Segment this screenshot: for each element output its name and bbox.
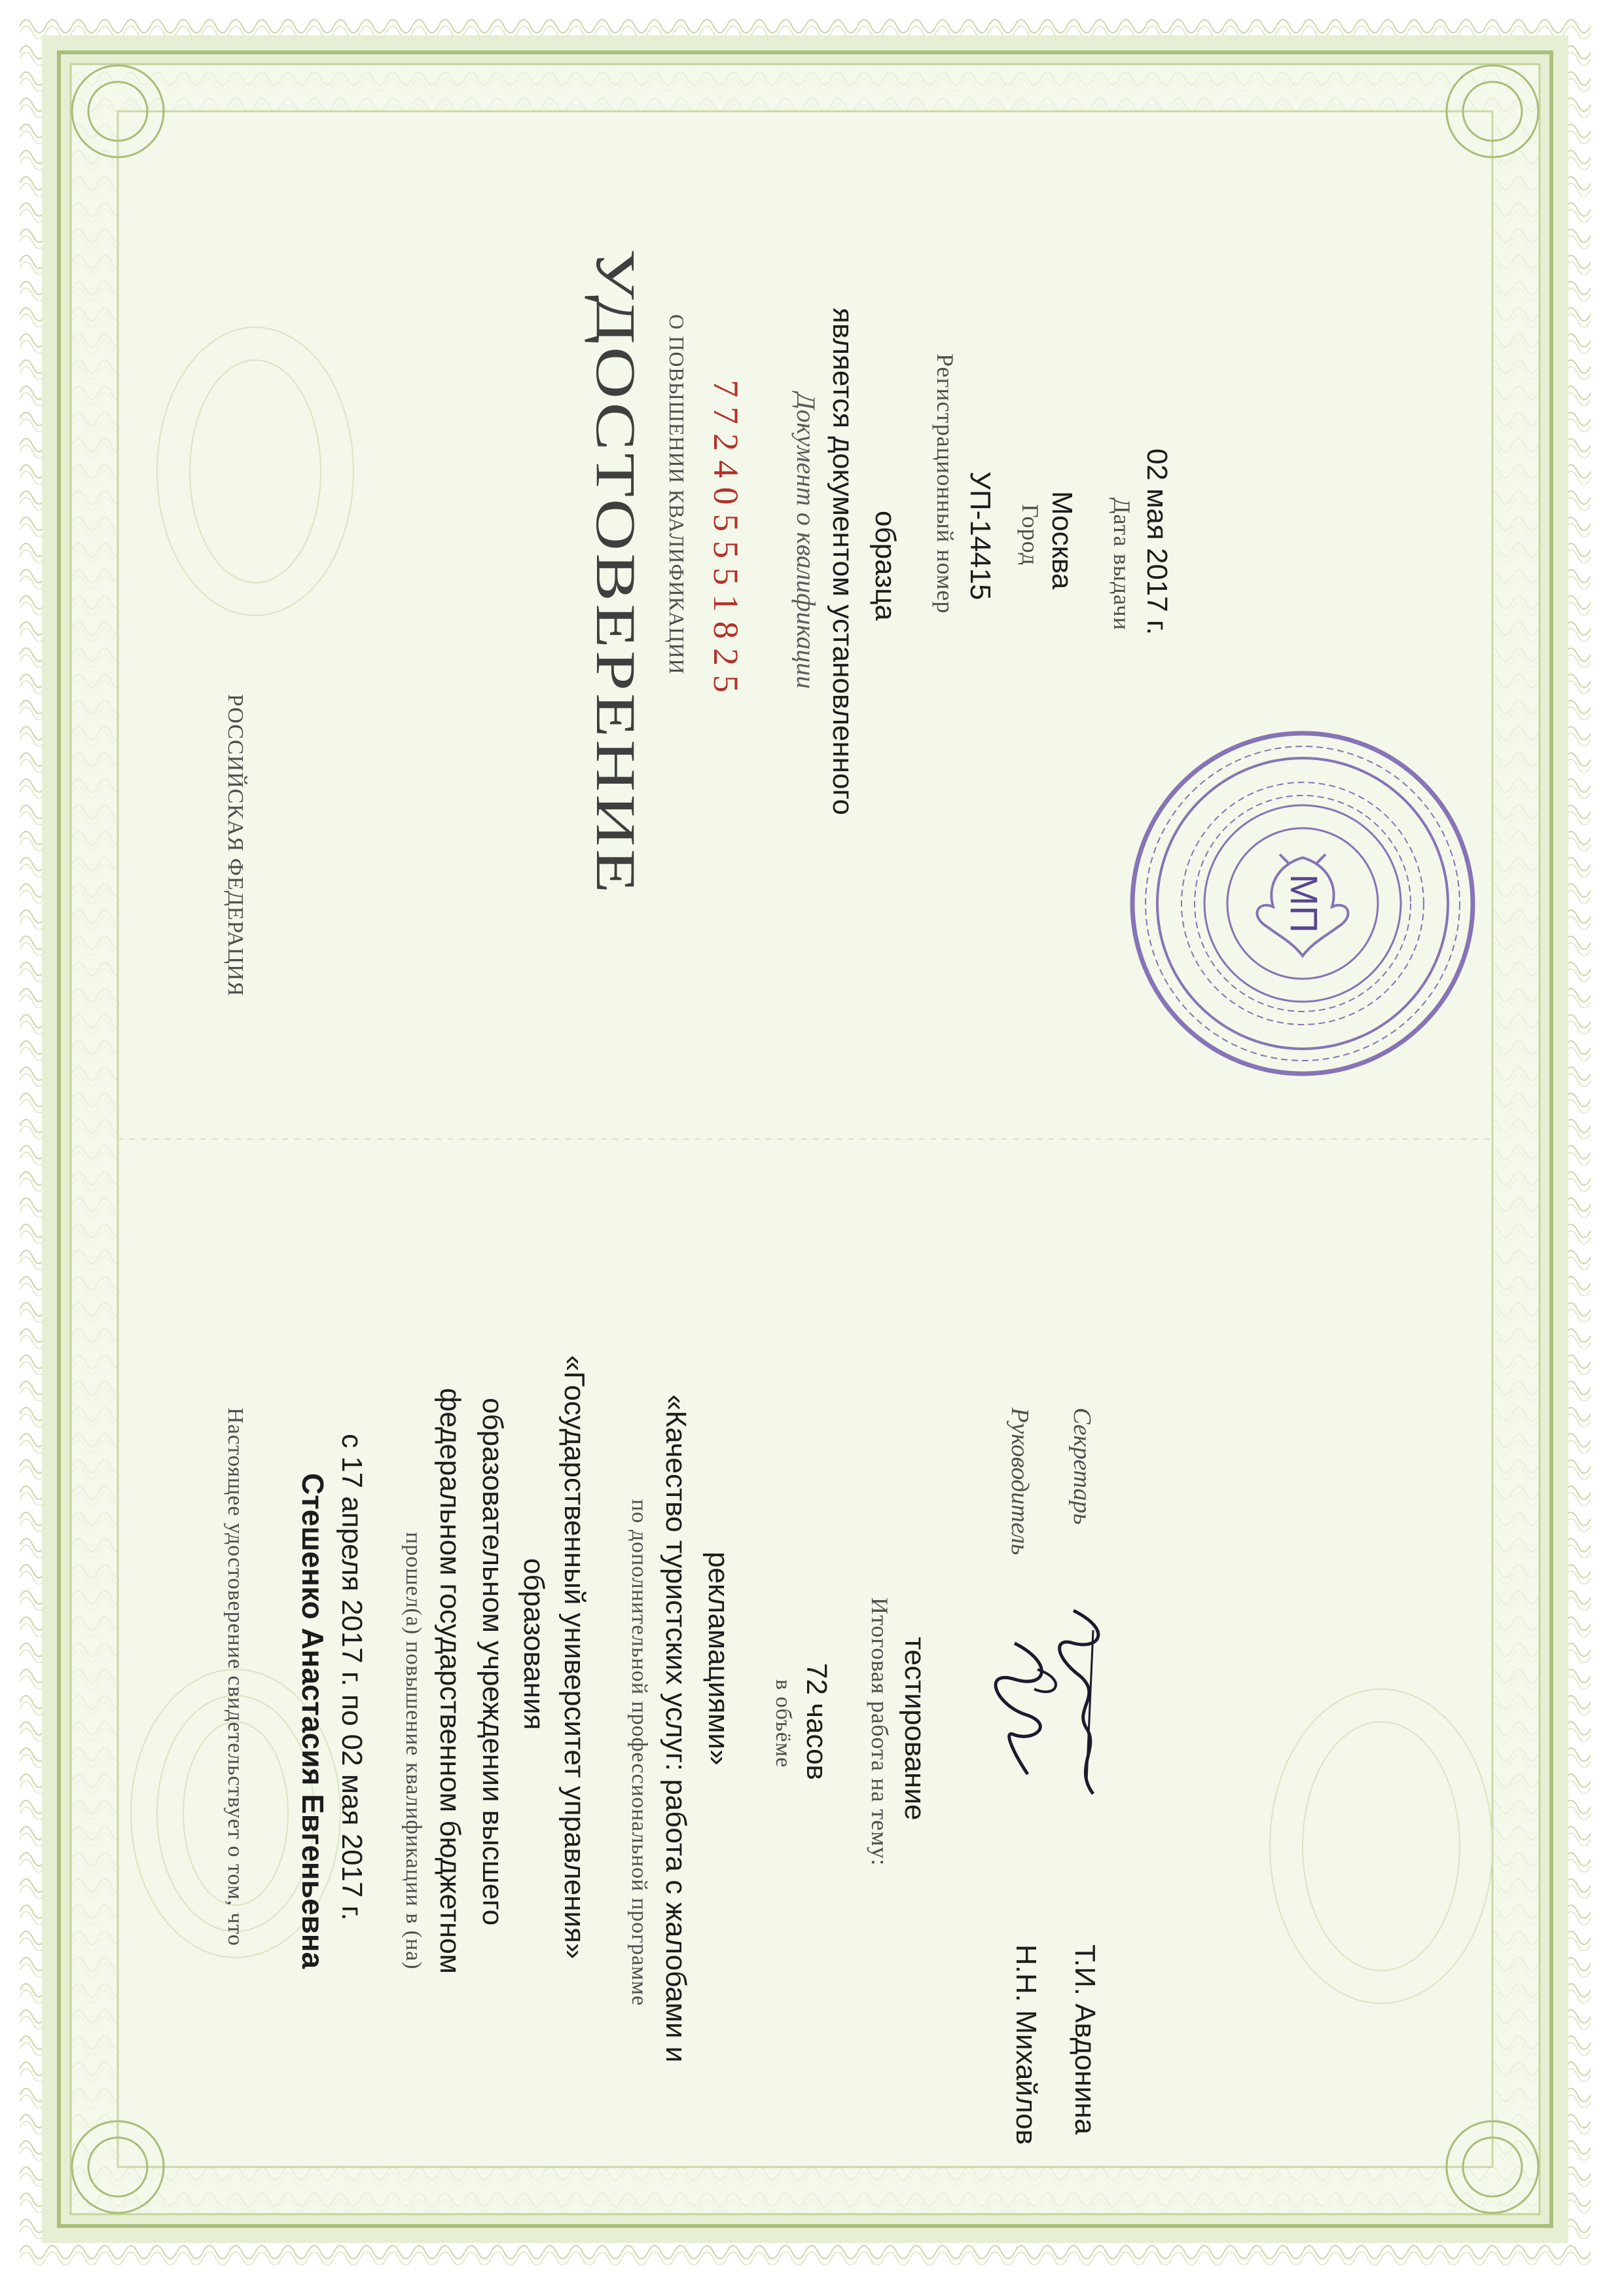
passed-label: прошел(а) повышение квалификации в (на) — [401, 1532, 425, 1970]
institution-line-3: образования — [518, 1558, 550, 1730]
program-label: по дополнительной профессиональной программе — [627, 1499, 651, 2007]
issue-date-label: Дата выдачи — [1109, 498, 1135, 631]
certificate-subtitle: О ПОВЫШЕНИИ КВАЛИФИКАЦИИ — [665, 314, 689, 675]
volume-label: в объёме — [771, 1679, 795, 1768]
serial-number: 772405551825 — [706, 380, 746, 702]
study-period: с 17 апреля 2017 г. по 02 мая 2017 г. — [336, 1434, 368, 1921]
institution-line-2: образовательном учреждении высшего — [477, 1398, 509, 1926]
document-status-line-2: образца — [869, 511, 901, 621]
official-stamp — [20, 13, 1591, 2265]
volume-value: 72 часов — [801, 1663, 833, 1780]
certificate-title: УДОСТОВЕРЕНИЕ — [585, 249, 647, 896]
document-caption: Документ о квалификации — [791, 393, 821, 689]
secretary-name: Т.И. Авдонина — [1069, 1944, 1101, 2135]
registration-label: Регистрационный номер — [932, 354, 958, 614]
city-label: Город — [1017, 504, 1043, 566]
institution-line-1: федеральном государственном бюджетном — [434, 1388, 466, 1974]
program-line-2: рекламациями» — [702, 1552, 734, 1766]
city-value: Москва — [1046, 491, 1078, 590]
country-label: РОССИЙСКАЯ ФЕДЕРАЦИЯ — [223, 694, 247, 997]
institution-line-4: «Государственный университет управления» — [558, 1355, 590, 1959]
final-work-value: тестирование — [899, 1637, 931, 1821]
document-status-line-1: является документом установленного — [827, 308, 859, 815]
recipient-full-name: Стешенко Анастасия Евгеньевна — [296, 1473, 330, 1969]
stamp-center-text: МП — [1282, 873, 1325, 934]
secretary-label: Секретарь — [1068, 1408, 1096, 1525]
certificate-document — [20, 13, 1591, 2265]
program-line-1: «Качество туристских услуг: работа с жалобами и — [660, 1394, 692, 2063]
intro-text: Настоящее удостоверение свидетельствует о том, что — [223, 1408, 247, 1946]
issue-date-value: 02 мая 2017 г. — [1141, 448, 1173, 635]
final-work-label: Итоговая работа на тему: — [867, 1597, 893, 1867]
head-name: Н.Н. Михайлов — [1010, 1944, 1042, 2145]
head-label: Руководитель — [1006, 1408, 1034, 1556]
registration-number: УП-14415 — [964, 471, 996, 600]
